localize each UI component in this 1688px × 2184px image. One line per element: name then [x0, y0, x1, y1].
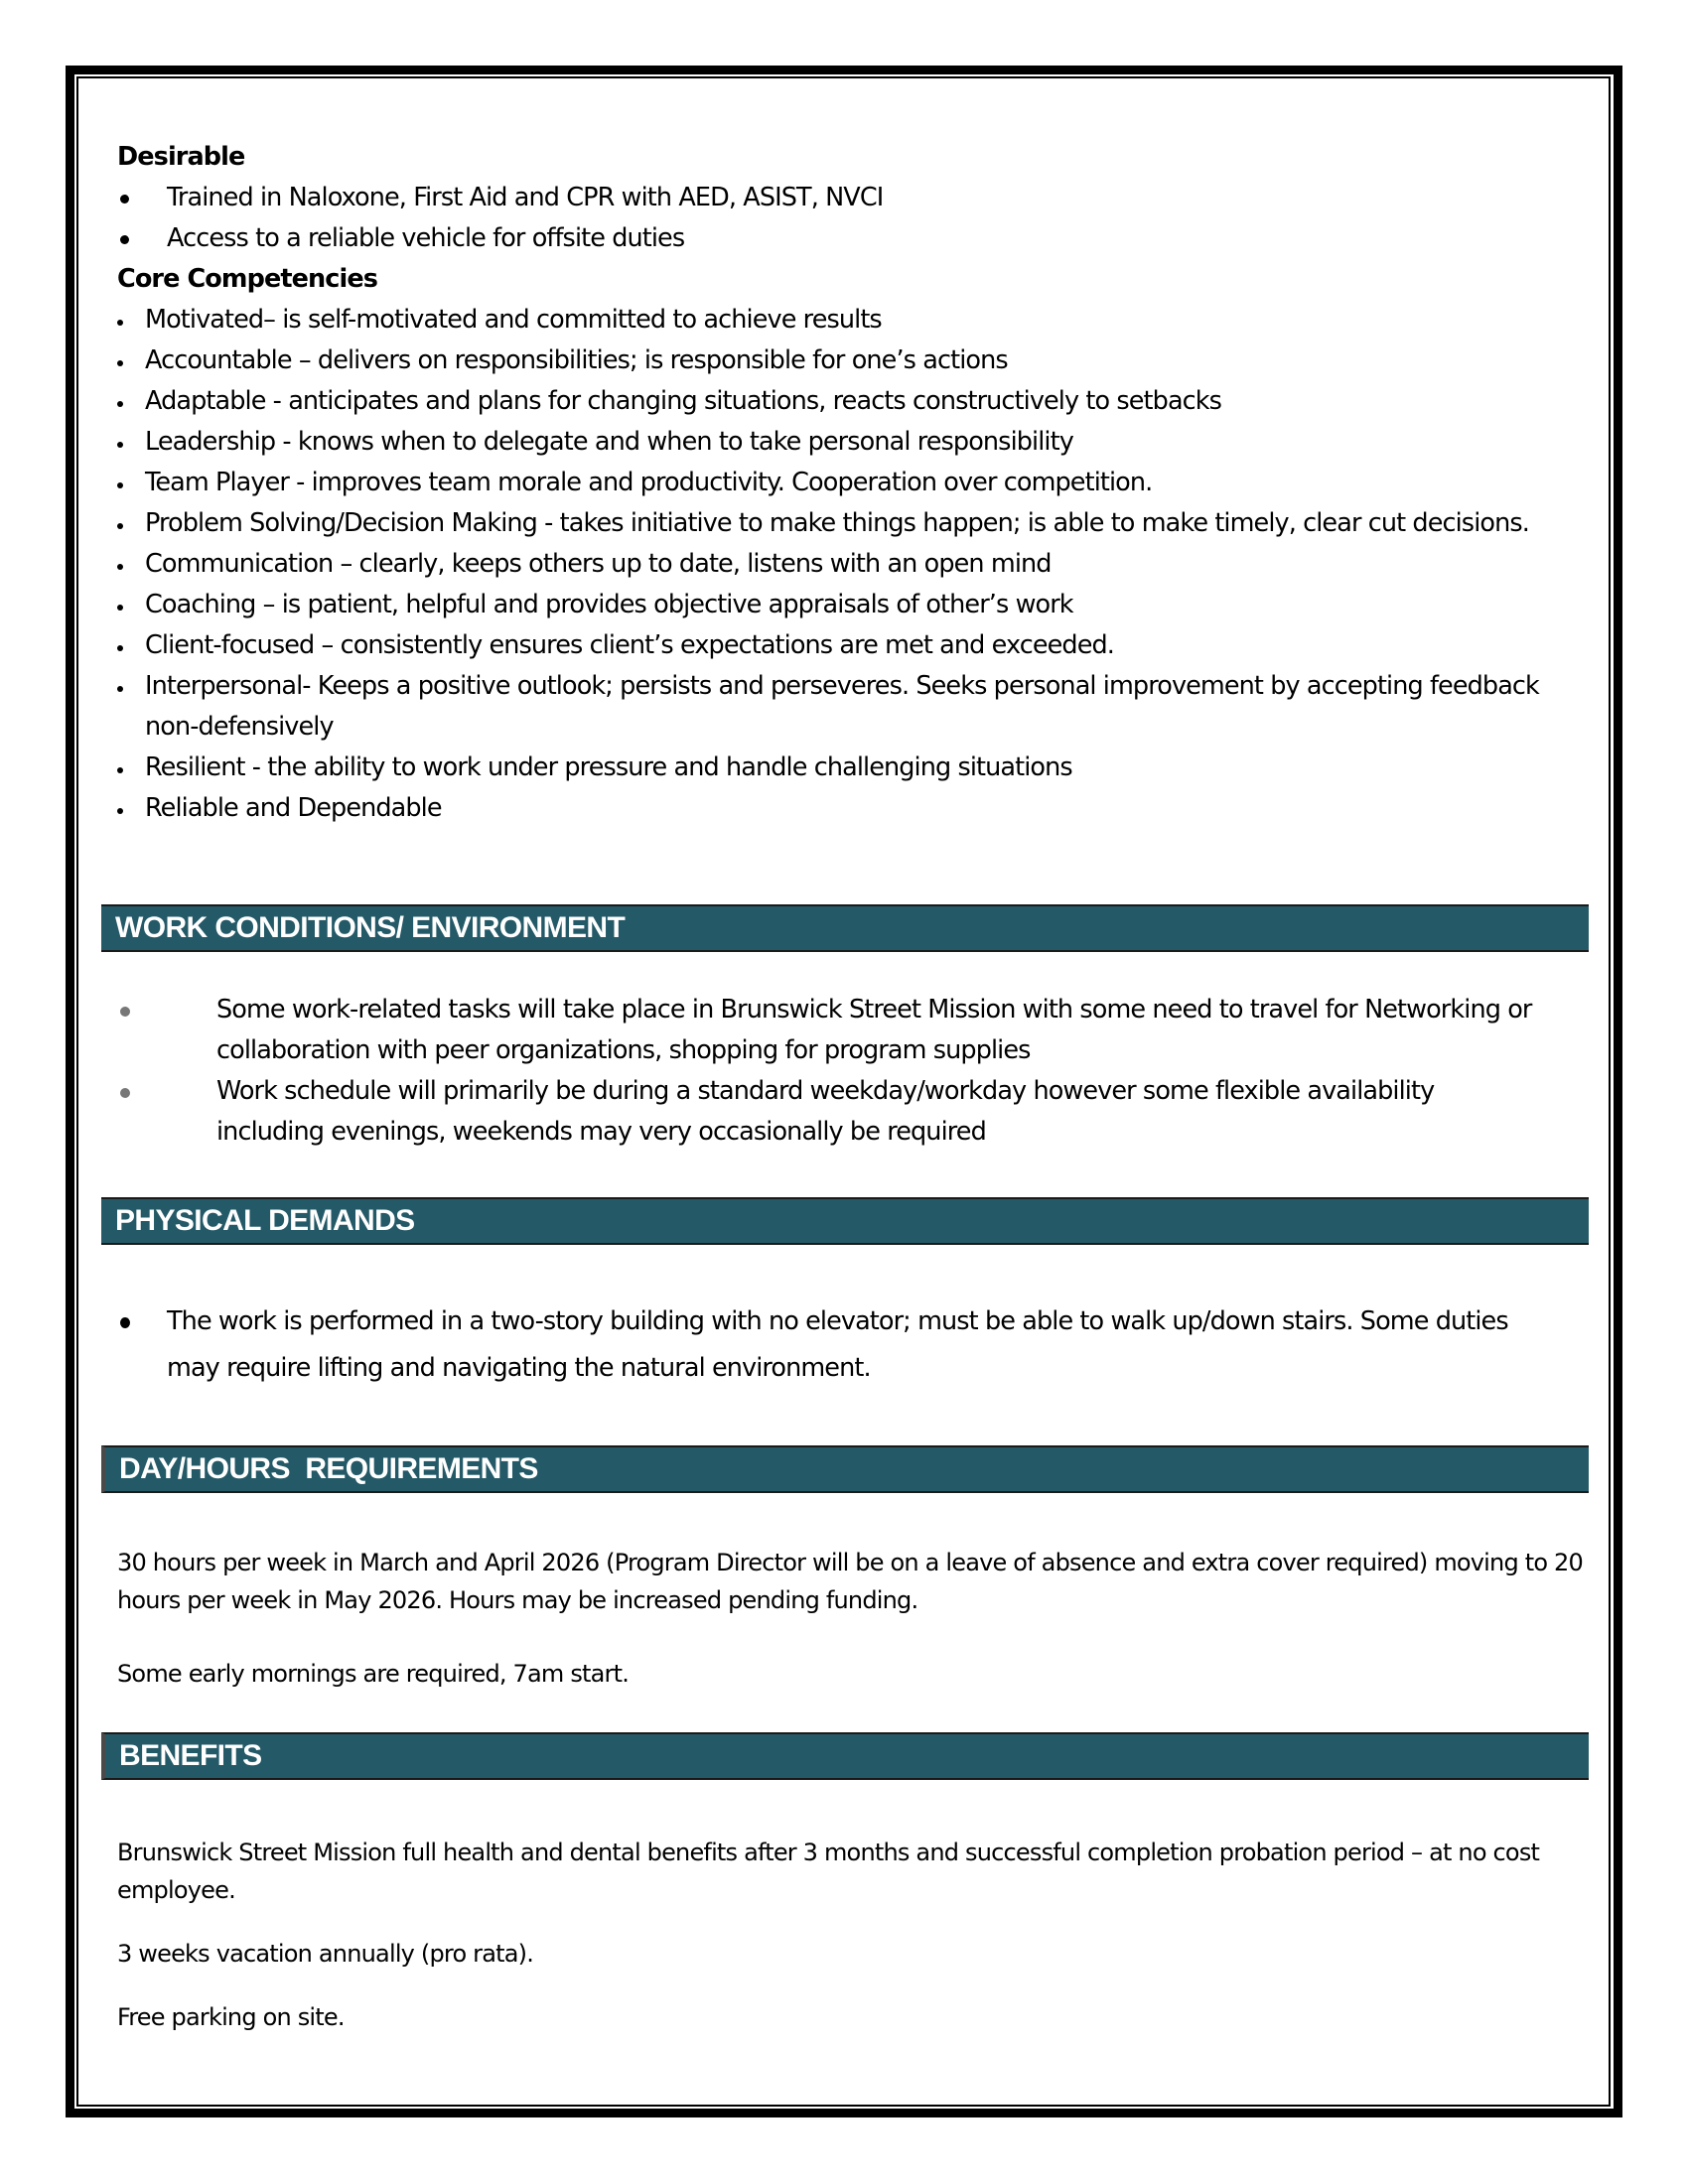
desirable-list — [117, 178, 1587, 259]
list-item: Leadership - knows when to delegate and when to take personal responsibility — [115, 422, 1545, 463]
list-item: Resilient - the ability to work under pressure and handle challenging situations — [115, 748, 1545, 788]
list-item: Adaptable - anticipates and plans for changing situations, reacts constructively to setbacks — [115, 381, 1545, 422]
list-item: Work schedule will primarily be during a standard weekday/workday however some flexible availability including evenings, weekends may very occasionally be required — [117, 1071, 1547, 1153]
section-header-benefits — [101, 1732, 1589, 1780]
parking-paragraph: Free parking on site. — [117, 2003, 345, 2031]
core-competencies-list — [115, 300, 1545, 829]
list-item: Interpersonal- Keeps a positive outlook; persists and perseveres. Seeks personal improvement by accepting feedback non-defensively — [115, 666, 1545, 748]
section-title: BENEFITS — [119, 1739, 262, 1772]
core-competencies-heading: Core Competencies — [117, 264, 378, 294]
list-item: Communication – clearly, keeps others up to date, listens with an open mind — [115, 544, 1545, 585]
qualifications-block — [117, 137, 1587, 829]
work-conditions-content — [117, 990, 1547, 1153]
day-hours-content — [117, 1544, 1587, 1693]
section-header-physical-demands — [101, 1197, 1589, 1245]
list-item: Trained in Naloxone, First Aid and CPR with AED, ASIST, NVCI — [117, 178, 1587, 218]
physical-demands-content — [117, 1298, 1557, 1392]
hours-paragraph: 30 hours per week in March and April 2026 (Program Director will be on a leave of absence and extra cover required) moving to 20 hours per week in May 2026. Hours may be increased pending funding. — [117, 1549, 1583, 1614]
section-header-day-hours — [101, 1445, 1589, 1493]
section-title: PHYSICAL DEMANDS — [115, 1204, 415, 1237]
list-item: The work is performed in a two-story building with no elevator; must be able to walk up/down stairs. Some duties may require lifting and navigating the natural environment. — [117, 1298, 1557, 1392]
list-item: Team Player - improves team morale and productivity. Cooperation over competition. — [115, 463, 1545, 503]
list-item: Reliable and Dependable — [115, 788, 1545, 829]
list-item: Accountable – delivers on responsibilities; is responsible for one’s actions — [115, 341, 1545, 381]
list-item: Motivated– is self-motivated and committed to achieve results — [115, 300, 1545, 341]
desirable-heading: Desirable — [117, 142, 245, 172]
work-conditions-list — [117, 990, 1547, 1153]
benefits-content — [117, 1834, 1587, 2036]
vacation-paragraph: 3 weeks vacation annually (pro rata). — [117, 1940, 534, 1968]
section-title: DAY/HOURS REQUIREMENTS — [119, 1452, 538, 1485]
list-item: Coaching – is patient, helpful and provides objective appraisals of other’s work — [115, 585, 1545, 625]
list-item: Some work-related tasks will take place in Brunswick Street Mission with some need to travel for Networking or collaboration with peer organizations, shopping for program supplies — [117, 990, 1547, 1071]
early-mornings-paragraph: Some early mornings are required, 7am start. — [117, 1660, 630, 1688]
section-title: WORK CONDITIONS/ ENVIRONMENT — [115, 911, 626, 944]
section-header-work-conditions — [101, 904, 1589, 952]
physical-demands-list — [117, 1298, 1557, 1392]
list-item: Access to a reliable vehicle for offsite duties — [117, 218, 1587, 259]
health-benefits-paragraph: Brunswick Street Mission full health and dental benefits after 3 months and successful completion probation period – at no cost employee. — [117, 1839, 1540, 1904]
list-item: Problem Solving/Decision Making - takes initiative to make things happen; is able to make timely, clear cut decisions. — [115, 503, 1545, 544]
list-item: Client-focused – consistently ensures client’s expectations are met and exceeded. — [115, 625, 1545, 666]
